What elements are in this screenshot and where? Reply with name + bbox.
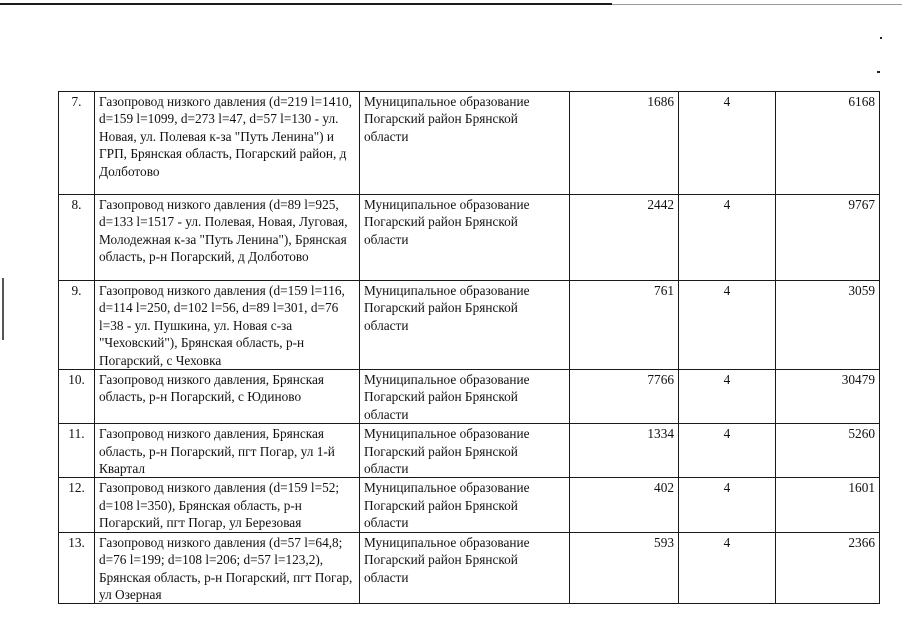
table-row <box>59 424 880 478</box>
owner: Муниципальное образование Погарский район Брянской области <box>360 92 570 195</box>
object-name: Газопровод низкого давления (d=57 l=64,8; d=76 l=199; d=108 l=206; d=57 l=123,2), Брянская область, р-н Погарский, пгт Погар, ул Озерная <box>95 532 360 604</box>
row-number: 10. <box>59 370 95 424</box>
category-value: 4 <box>679 532 776 604</box>
object-name: Газопровод низкого давления (d=159 l=52; d=108 l=350), Брянская область, р-н Погарский, пгт Погар, ул Березовая <box>95 478 360 532</box>
area-value: 2366 <box>776 532 880 604</box>
length-value: 2442 <box>570 195 679 281</box>
table-row <box>59 281 880 370</box>
table-row <box>59 478 880 532</box>
table-row <box>59 195 880 281</box>
table-row <box>59 92 880 195</box>
owner: Муниципальное образование Погарский район Брянской области <box>360 478 570 532</box>
row-number: 13. <box>59 532 95 604</box>
owner: Муниципальное образование Погарский район Брянской области <box>360 424 570 478</box>
category-value: 4 <box>679 370 776 424</box>
object-name: Газопровод низкого давления (d=159 l=116, d=114 l=250, d=102 l=56, d=89 l=301, d=76 l=38 - ул. Пушкина, ул. Новая с-за "Чеховский"), Брянская область, р-н Погарский, с Чеховка <box>95 281 360 370</box>
scan-border-line <box>0 3 612 5</box>
owner: Муниципальное образование Погарский район Брянской области <box>360 532 570 604</box>
row-number: 8. <box>59 195 95 281</box>
category-value: 4 <box>679 92 776 195</box>
area-value: 3059 <box>776 281 880 370</box>
length-value: 1334 <box>570 424 679 478</box>
scan-speck <box>880 37 882 39</box>
row-number: 9. <box>59 281 95 370</box>
scan-border-line-faint <box>612 4 902 5</box>
category-value: 4 <box>679 478 776 532</box>
owner: Муниципальное образование Погарский район Брянской области <box>360 195 570 281</box>
category-value: 4 <box>679 424 776 478</box>
scan-edge-mark <box>2 278 4 340</box>
category-value: 4 <box>679 281 776 370</box>
length-value: 402 <box>570 478 679 532</box>
length-value: 1686 <box>570 92 679 195</box>
object-name: Газопровод низкого давления (d=89 l=925, d=133 l=1517 - ул. Полевая, Новая, Луговая, Молодежная к-за "Путь Ленина"), Брянская область, р-н Погарский, д Долботово <box>95 195 360 281</box>
category-value: 4 <box>679 195 776 281</box>
row-number: 7. <box>59 92 95 195</box>
object-name: Газопровод низкого давления, Брянская область, р-н Погарский, пгт Погар, ул 1-й Квартал <box>95 424 360 478</box>
owner: Муниципальное образование Погарский район Брянской области <box>360 370 570 424</box>
length-value: 761 <box>570 281 679 370</box>
owner: Муниципальное образование Погарский район Брянской области <box>360 281 570 370</box>
gas-pipeline-table <box>58 91 880 604</box>
length-value: 7766 <box>570 370 679 424</box>
area-value: 6168 <box>776 92 880 195</box>
table-row <box>59 370 880 424</box>
area-value: 5260 <box>776 424 880 478</box>
row-number: 12. <box>59 478 95 532</box>
length-value: 593 <box>570 532 679 604</box>
table-row <box>59 532 880 604</box>
row-number: 11. <box>59 424 95 478</box>
object-name: Газопровод низкого давления (d=219 l=1410, d=159 l=1099, d=273 l=47, d=57 l=130 - ул. Новая, ул. Полевая к-за "Путь Ленина") и ГРП, Брянская область, Погарский район, д Долботово <box>95 92 360 195</box>
area-value: 9767 <box>776 195 880 281</box>
scan-speck <box>877 71 880 73</box>
object-name: Газопровод низкого давления, Брянская область, р-н Погарский, с Юдиново <box>95 370 360 424</box>
area-value: 1601 <box>776 478 880 532</box>
area-value: 30479 <box>776 370 880 424</box>
